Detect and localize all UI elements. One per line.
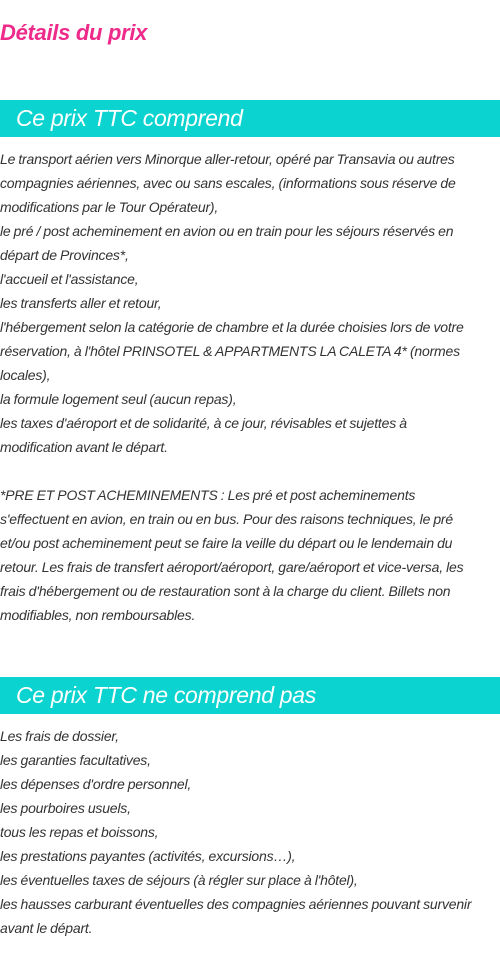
excludes-line: les pourboires usuels,	[0, 800, 131, 816]
excludes-section-header	[0, 677, 500, 714]
includes-line: l'hébergement selon la catégorie de chambre et la durée choisies lors de votre	[0, 319, 464, 335]
excludes-line: les dépenses d'ordre personnel,	[0, 776, 192, 792]
includes-line: modification avant le départ.	[0, 439, 168, 455]
includes-heading: Ce prix TTC comprend	[16, 105, 243, 131]
includes-line: les taxes d'aéroport et de solidarité, à ce jour, révisables et sujettes à	[0, 415, 407, 431]
includes-line: la formule logement seul (aucun repas),	[0, 391, 237, 407]
includes-line: locales),	[0, 367, 51, 383]
excludes-line: avant le départ.	[0, 920, 93, 936]
acheminement-note-line: retour. Les frais de transfert aéroport/aéroport, gare/aéroport et vice-versa, les	[0, 559, 464, 575]
excludes-line: les garanties facultatives,	[0, 752, 151, 768]
includes-line: départ de Provinces*,	[0, 247, 129, 263]
includes-list	[0, 147, 500, 627]
excludes-line: les prestations payantes (activités, excursions…),	[0, 848, 296, 864]
acheminement-note-line: *PRE ET POST ACHEMINEMENTS : Les pré et post acheminements	[0, 487, 416, 503]
includes-line: compagnies aériennes, avec ou sans escales, (informations sous réserve de	[0, 175, 456, 191]
excludes-line: les éventuelles taxes de séjours (à régler sur place à l'hôtel),	[0, 872, 358, 888]
acheminement-note-line: et/ou post acheminement peut se faire la veille du départ ou le lendemain du	[0, 535, 453, 551]
excludes-heading: Ce prix TTC ne comprend pas	[16, 682, 316, 708]
excludes-line: Les frais de dossier,	[0, 728, 119, 744]
excludes-line: les hausses carburant éventuelles des compagnies aériennes pouvant survenir	[0, 896, 472, 912]
acheminement-note-line: modifiables, non remboursables.	[0, 607, 196, 623]
page-title: Détails du prix	[0, 20, 148, 45]
includes-line: réservation, à l'hôtel PRINSOTEL & APPARTMENTS LA CALETA 4* (normes	[0, 343, 460, 359]
excludes-line: tous les repas et boissons,	[0, 824, 159, 840]
includes-line: Le transport aérien vers Minorque aller-retour, opéré par Transavia ou autres	[0, 151, 455, 167]
includes-section-header	[0, 100, 500, 137]
spacer	[0, 459, 500, 483]
includes-line: le pré / post acheminement en avion ou en train pour les séjours réservés en	[0, 223, 454, 239]
excludes-list	[0, 724, 500, 940]
includes-line: l'accueil et l'assistance,	[0, 271, 139, 287]
includes-line: modifications par le Tour Opérateur),	[0, 199, 219, 215]
acheminement-note-line: frais d'hébergement ou de restauration sont à la charge du client. Billets non	[0, 583, 451, 599]
acheminement-note-line: s'effectuent en avion, en train ou en bus. Pour des raisons techniques, le pré	[0, 511, 453, 527]
includes-line: les transferts aller et retour,	[0, 295, 162, 311]
